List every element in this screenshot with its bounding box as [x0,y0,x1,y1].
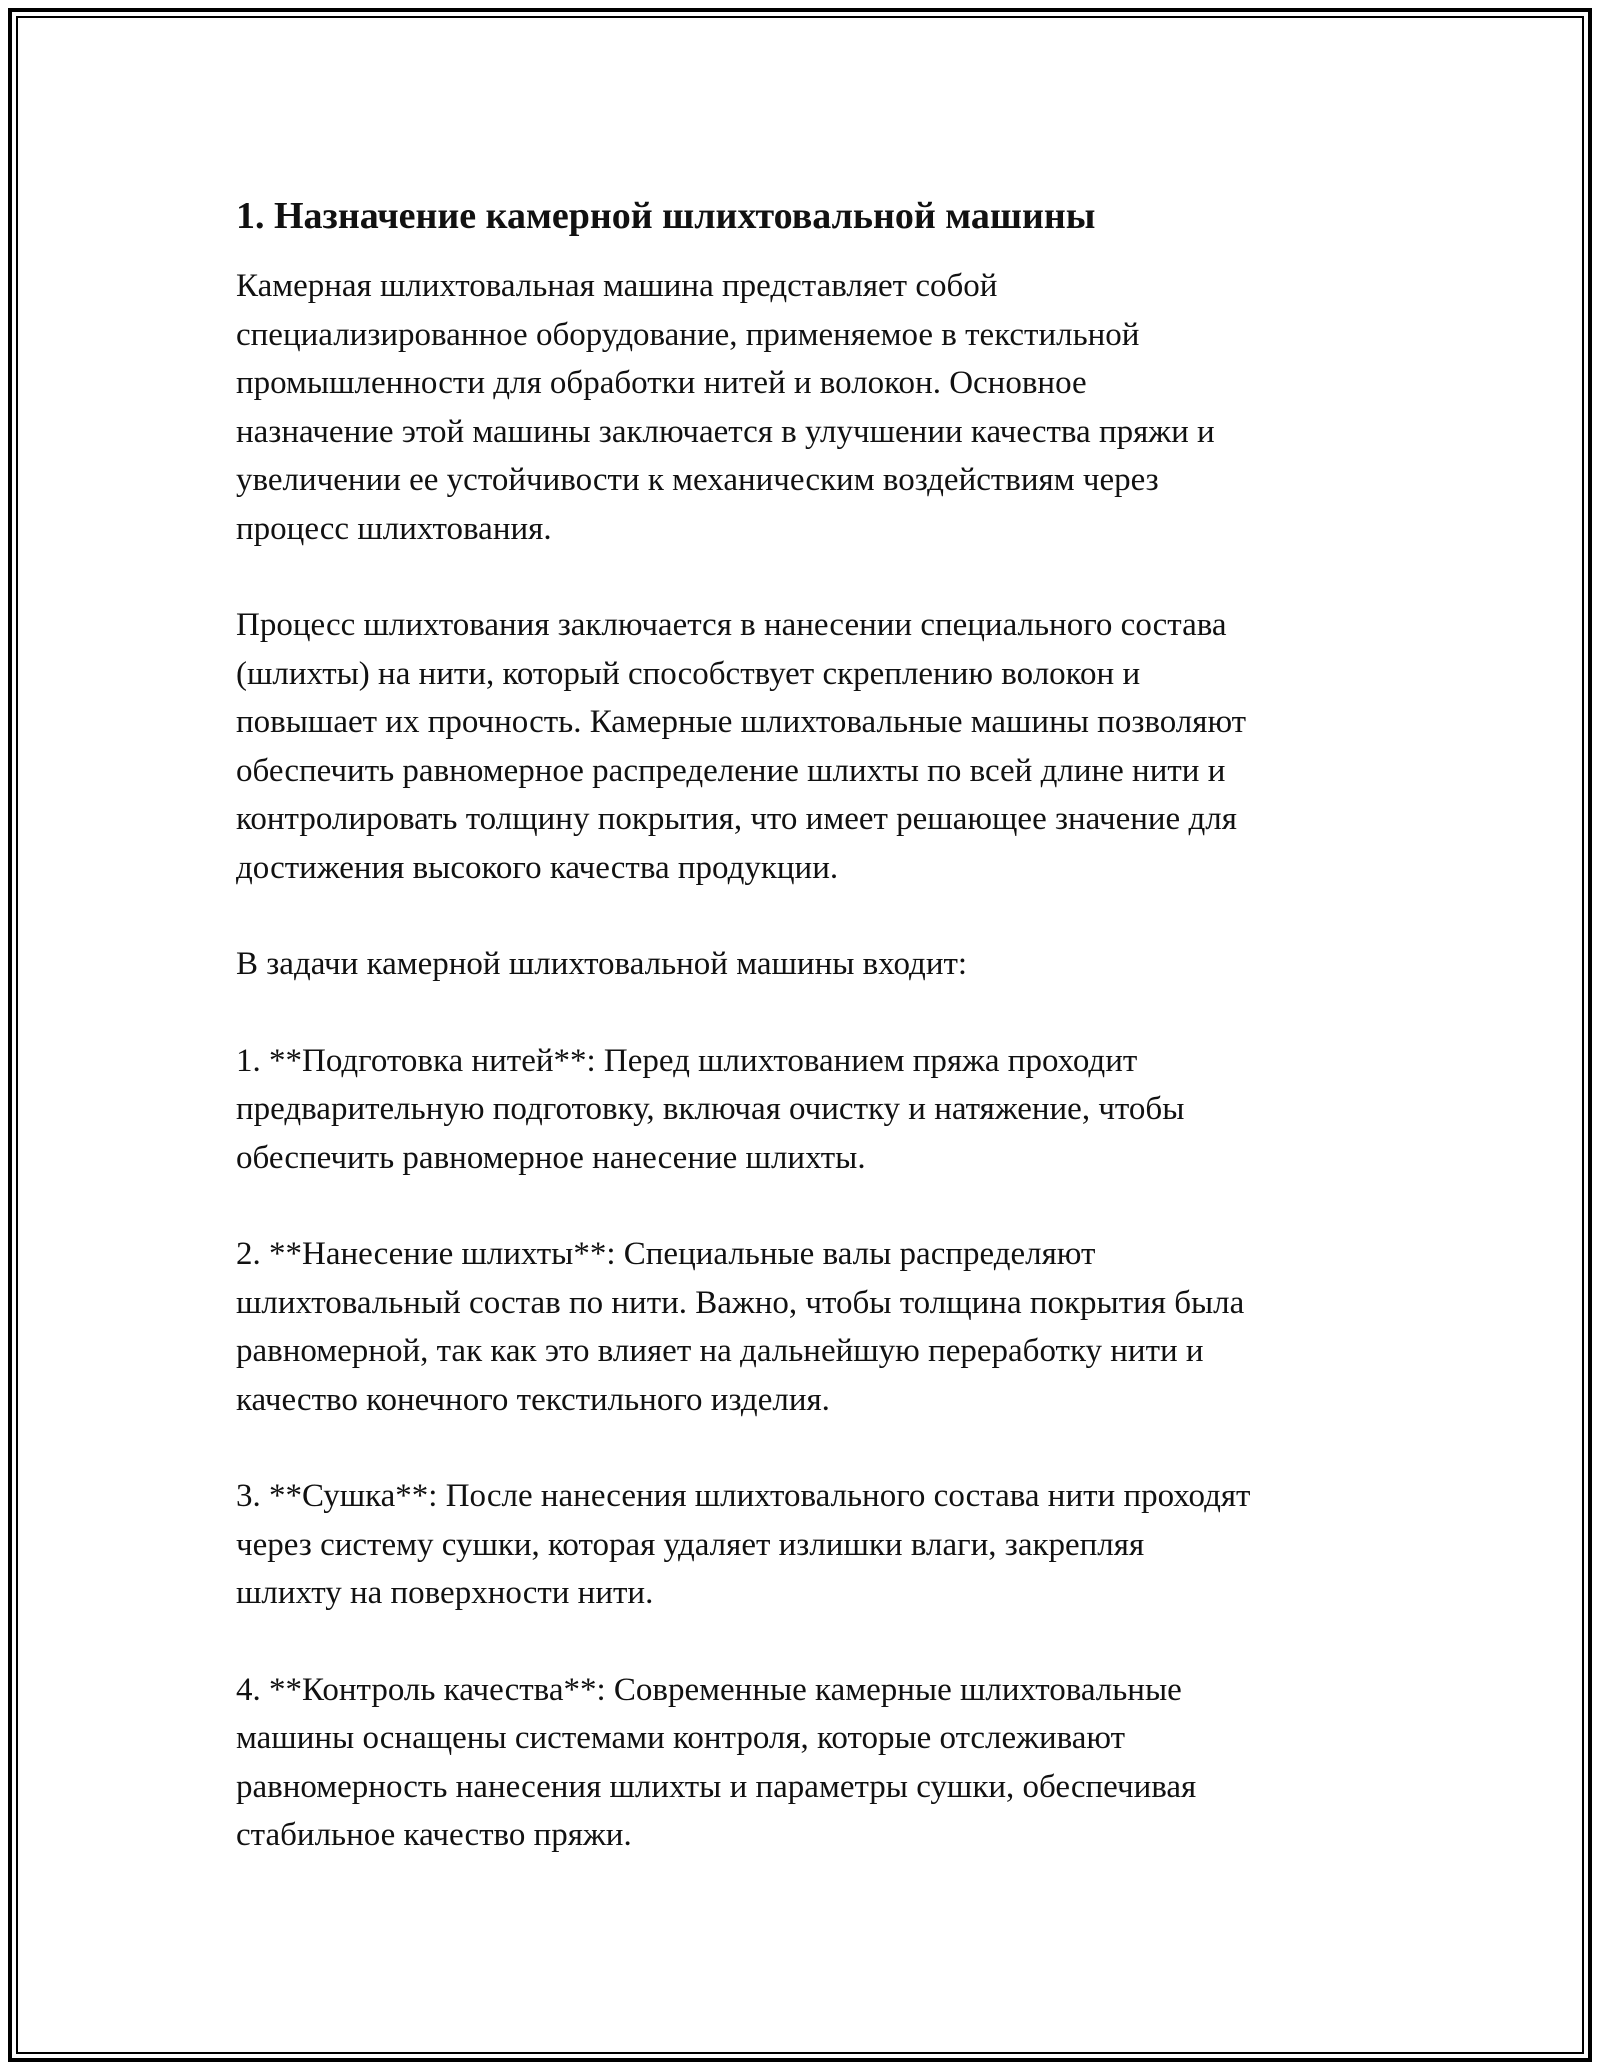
paragraph-line: через систему сушки, которая удаляет излишки влаги, закрепляя [236,1526,1145,1563]
document-title: 1. Назначение камерной шлихтовальной машины [236,195,1096,237]
paragraph-line: машины оснащены системами контроля, которые отслеживают [236,1720,1126,1756]
paragraph-line: повышает их прочность. Камерные шлихтовальные машины позволяют [236,704,1247,740]
list-item-quality-control [236,1666,1416,1860]
paragraph-line: увеличении ее устойчивости к механическим воздействиям через [236,462,1159,498]
paragraph-line: 3. **Сушка**: После нанесения шлихтовального состава нити проходят [236,1478,1251,1514]
list-item-preparation [236,1037,1416,1183]
paragraph-line: В задачи камерной шлихтовальной машины входит: [236,946,968,982]
paragraph-line: 2. **Нанесение шлихты**: Специальные валы распределяют [236,1236,1096,1272]
paragraph-line: (шлихты) на нити, который способствует скреплению волокон и [236,655,1141,692]
paragraph-line: Процесс шлихтования заключается в нанесении специального состава [236,607,1227,643]
paragraph-process [236,601,1416,892]
paragraph-intro [236,262,1416,553]
paragraph-line: назначение этой машины заключается в улучшении качества пряжи и [236,413,1215,450]
paragraph-line: обеспечить равномерное нанесение шлихты. [236,1139,866,1176]
list-item-application [236,1230,1416,1424]
paragraph-line: контролировать толщину покрытия, что имеет решающее значение для [236,801,1237,837]
paragraph-line: предварительную подготовку, включая очистку и натяжение, чтобы [236,1091,1185,1127]
paragraph-line: равномерной, так как это влияет на дальнейшую переработку нити и [236,1333,1204,1369]
paragraph-line: качество конечного текстильного изделия. [236,1381,830,1418]
paragraph-line: Камерная шлихтовальная машина представляет собой [236,268,998,304]
paragraph-line: равномерность нанесения шлихты и параметры сушки, обеспечивая [236,1768,1197,1805]
document-body [236,188,1416,1908]
paragraph-line: 1. **Подготовка нитей**: Перед шлихтованием пряжа проходит [236,1042,1138,1079]
paragraph-line: обеспечить равномерное распределение шлихты по всей длине нити и [236,752,1226,789]
paragraph-line: шлихтовальный состав по нити. Важно, чтобы толщина покрытия была [236,1284,1245,1321]
paragraph-line: стабильное качество пряжи. [236,1817,632,1853]
paragraph-line: процесс шлихтования. [236,510,552,547]
list-item-drying [236,1472,1416,1618]
paragraph-line: 4. **Контроль качества**: Современные камерные шлихтовальные [236,1671,1182,1708]
paragraph-line: промышленности для обработки нитей и волокон. Основное [236,365,1087,401]
paragraph-tasks-intro [236,940,1416,989]
paragraph-line: специализированное оборудование, применяемое в текстильной [236,316,1140,353]
paragraph-line: достижения высокого качества продукции. [236,849,839,886]
paragraph-line: шлихту на поверхности нити. [236,1575,654,1611]
